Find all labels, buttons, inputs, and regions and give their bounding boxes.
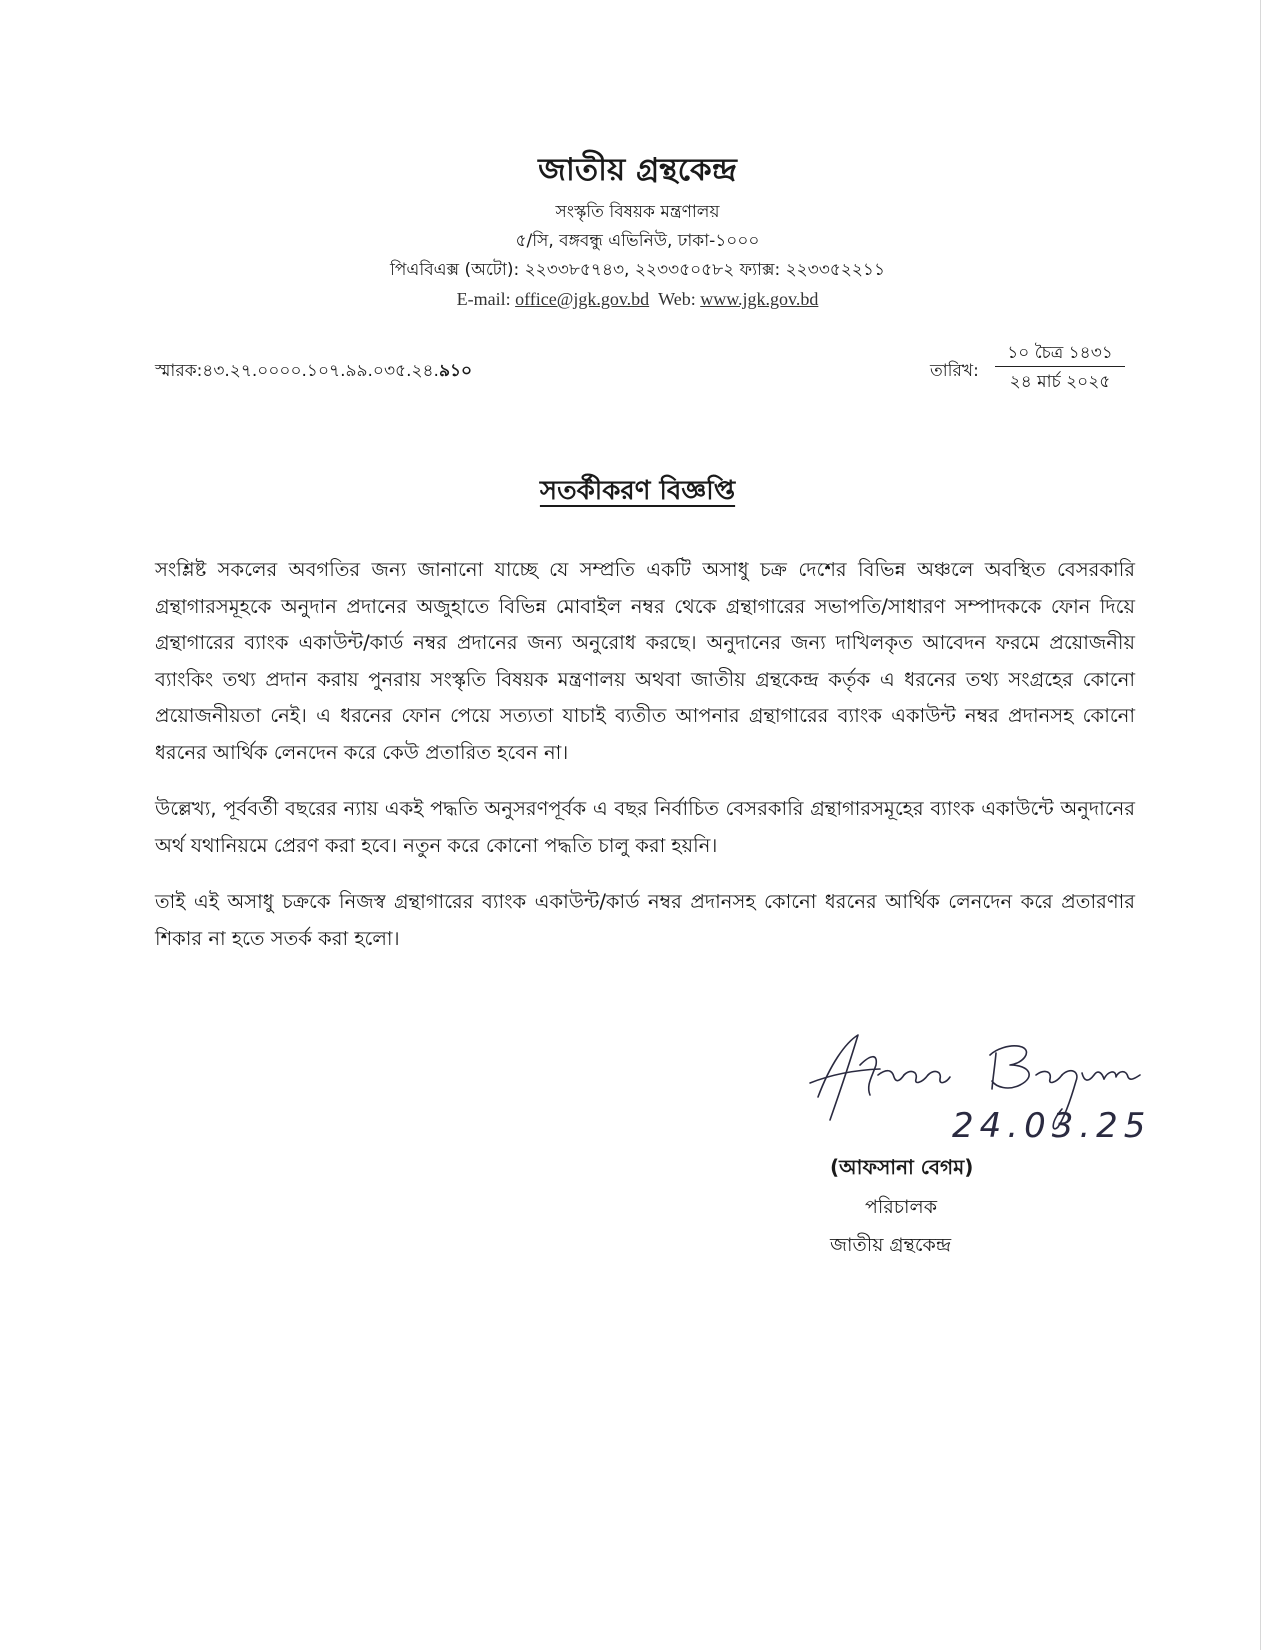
contact-line	[0, 285, 1275, 314]
handwritten-signature	[800, 1025, 1160, 1150]
date-fraction	[995, 340, 1125, 397]
web-label: Web:	[658, 289, 696, 309]
body-paragraph-3: তাই এই অসাধু চক্রকে নিজস্ব গ্রন্থাগারের ব্যাংক একাউন্ট/কার্ড নম্বর প্রদানসহ কোনো ধরনের আর্থিক লেনদেন করে প্রতারণার শিকার না হতে সতর্ক করা হলো।	[155, 890, 1135, 950]
bangla-date: ১০ চৈত্র ১৪৩১	[995, 340, 1125, 367]
notice-title-text: সতর্কীকরণ বিজ্ঞপ্তি	[539, 476, 736, 506]
body-paragraph-2: উল্লেখ্য, পূর্ববর্তী বছরের ন্যায় একই পদ্ধতি অনুসরণপূর্বক এ বছর নির্বাচিত বেসরকারি গ্রন্থাগারসমূহের ব্যাংক একাউন্টে অনুদানের অর্থ যথানিয়মে প্রেরণ করা হবে। নতুন করে কোনো পদ্ধতি চালু করা হয়নি।	[155, 797, 1135, 857]
english-date: ২৪ মার্চ ২০২৫	[1009, 372, 1111, 392]
phone-line: পিএবিএক্স (অটো): ২২৩৩৮৫৭৪৩, ২২৩৩৫০৫৮২ ফ্যাক্স: ২২৩৩৫২২১১	[390, 260, 885, 280]
handwritten-date: 24.03.25	[952, 1106, 1152, 1146]
web-link[interactable]: www.jgk.gov.bd	[700, 289, 819, 309]
ministry-name: সংস্কৃতি বিষয়ক মন্ত্রণালয়	[555, 202, 720, 222]
org-name: জাতীয় গ্রন্থকেন্দ্র	[538, 152, 737, 188]
memo-prefix: স্মারক:৪৩.২৭.০০০০.১০৭.৯৯.০৩৫.২৪.	[155, 361, 439, 381]
email-link[interactable]: office@jgk.gov.bd	[515, 289, 650, 309]
body-paragraph-1: সংশ্লিষ্ট সকলের অবগতির জন্য জানানো যাচ্ছে যে সম্প্রতি একটি অসাধু চক্র দেশের বিভিন্ন অঞ্চলে অবস্থিত বেসরকারি গ্রন্থাগারসমূহকে অনুদান প্রদানের অজুহাতে বিভিন্ন মোবাইল নম্বর থেকে গ্রন্থাগারের সভাপতি/সাধারণ সম্পাদককে ফোন দিয়ে গ্রন্থাগারের ব্যাংক একাউন্ট/কার্ড নম্বর প্রদানের জন্য অনুরোধ করছে। অনুদানের জন্য দাখিলকৃত আবেদন ফরমে প্রয়োজনীয় ব্যাংকিং তথ্য প্রদান করায় পুনরায় সংস্কৃতি বিষয়ক মন্ত্রণালয় অথবা জাতীয় গ্রন্থকেন্দ্র কর্তৃক এ ধরনের তথ্য সংগ্রহের কোনো প্রয়োজনীয়তা নেই। এ ধরনের ফোন পেয়ে সত্যতা যাচাই ব্যতীত আপনার গ্রন্থাগারের ব্যাংক একাউন্ট নম্বর প্রদানসহ কোনো ধরনের আর্থিক লেনদেন করে কেউ প্রতারিত হবেন না।	[155, 558, 1135, 764]
signer-title: পরিচালক	[865, 1196, 937, 1218]
date-label: তারিখ:	[930, 361, 979, 381]
notice-title	[0, 470, 1275, 514]
email-label: E-mail:	[456, 289, 511, 309]
letterhead	[0, 150, 1275, 314]
memo-number	[155, 358, 472, 386]
address-line: ৫/সি, বঙ্গবন্ধু এভিনিউ, ঢাকা-১০০০	[515, 231, 760, 251]
signer-name: (আফসানা বেগম)	[830, 1155, 974, 1179]
signer-organization: জাতীয় গ্রন্থকেন্দ্র	[830, 1234, 952, 1256]
signature-block	[800, 1025, 1160, 1265]
notice-body	[155, 552, 1135, 977]
date-block	[930, 340, 1130, 400]
memo-number-bold: ৯১০	[438, 361, 473, 381]
